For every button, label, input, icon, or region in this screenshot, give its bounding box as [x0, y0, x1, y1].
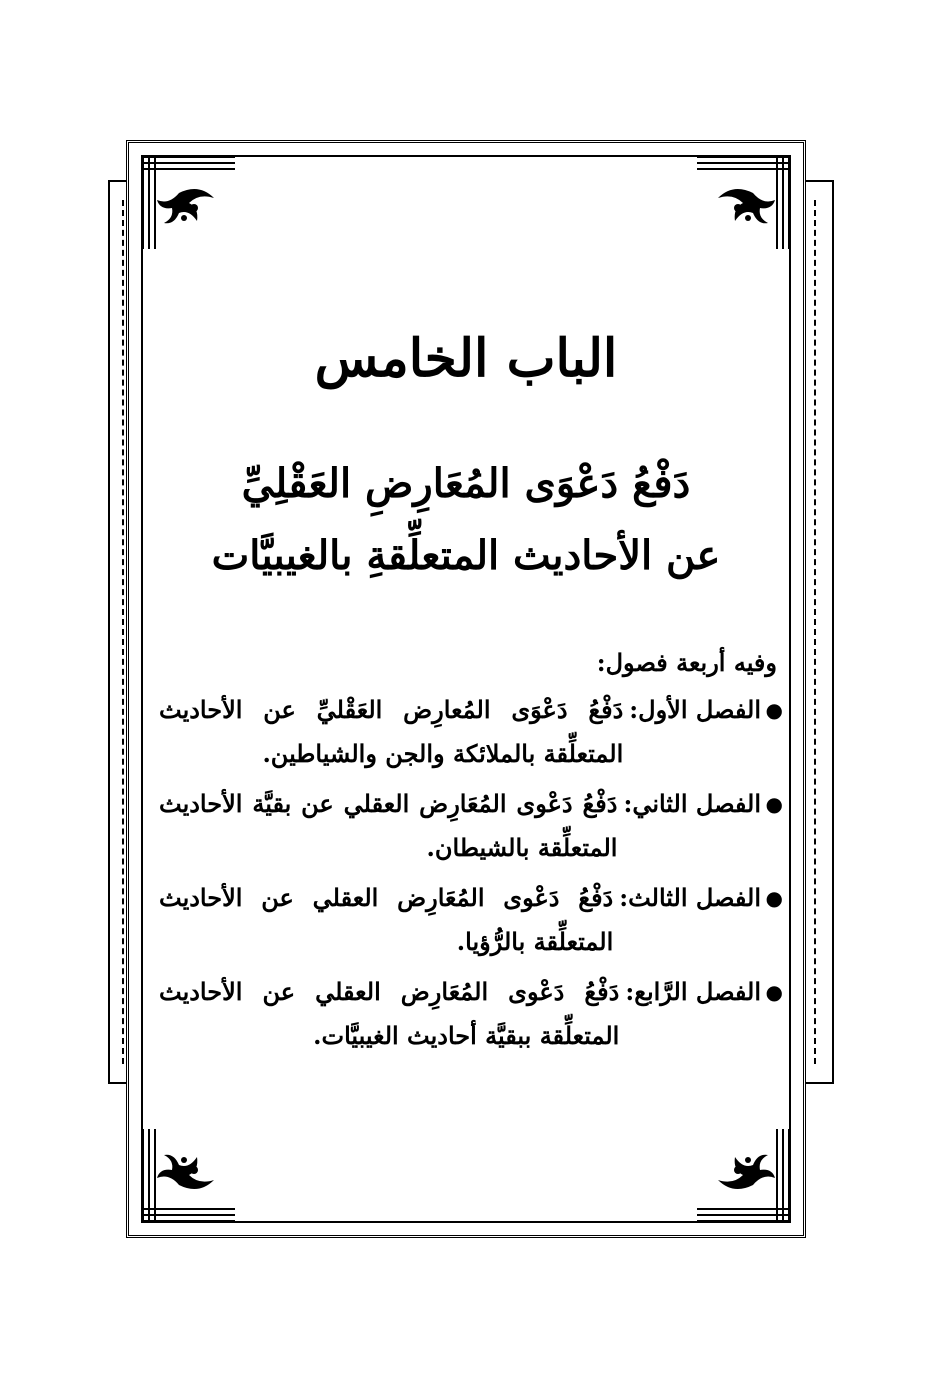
section-label: الفصل الثاني: — [623, 789, 761, 818]
ornament-top-left-icon — [139, 153, 239, 253]
list-item — [159, 782, 783, 870]
main-title — [159, 448, 773, 592]
page-frame — [126, 140, 806, 1238]
ornament-top-right-icon — [693, 153, 793, 253]
ornament-bottom-left-icon — [139, 1125, 239, 1225]
list-item — [159, 688, 783, 776]
list-item — [159, 970, 783, 1058]
main-title-line-2: عن الأحاديث المتعلِّقةِ بالغيبيَّات — [211, 532, 721, 579]
sections-intro: وفيه أربعة فصول: — [596, 648, 777, 677]
section-text: دَفْعُ دَعْوى المُعَارِض العقلي عن بقيَّة الأحاديث المتعلِّقة بالشيطان. — [159, 789, 618, 862]
section-label: الفصل الرَّابع: — [625, 977, 761, 1006]
chapter-title: الباب الخامس — [314, 328, 618, 389]
section-text: دَفْعُ دَعْوى المُعَارِض العقلي عن الأحاديث المتعلِّقة ببقيَّة أحاديث الغيبيَّات. — [159, 977, 620, 1050]
section-text: دَفْعُ دَعْوَى المُعارِض العَقْليِّ عن الأحاديث المتعلِّقة بالملائكة والجن والشياطين. — [159, 695, 624, 768]
bullet-icon: ● — [765, 886, 783, 910]
ornament-bottom-right-icon — [693, 1125, 793, 1225]
section-label: الفصل الثالث: — [619, 883, 761, 912]
section-text: دَفْعُ دَعْوى المُعَارِض العقلي عن الأحاديث المتعلِّقة بالرُّؤيا. — [159, 883, 614, 956]
bullet-icon: ● — [765, 698, 783, 722]
main-title-line-1: دَفْعُ دَعْوَى المُعَارِضِ العَقْلِيِّ — [241, 460, 691, 507]
list-item — [159, 876, 783, 964]
section-label: الفصل الأول: — [629, 695, 761, 724]
sections-list — [159, 688, 783, 1064]
bullet-icon: ● — [765, 792, 783, 816]
bullet-icon: ● — [765, 980, 783, 1004]
